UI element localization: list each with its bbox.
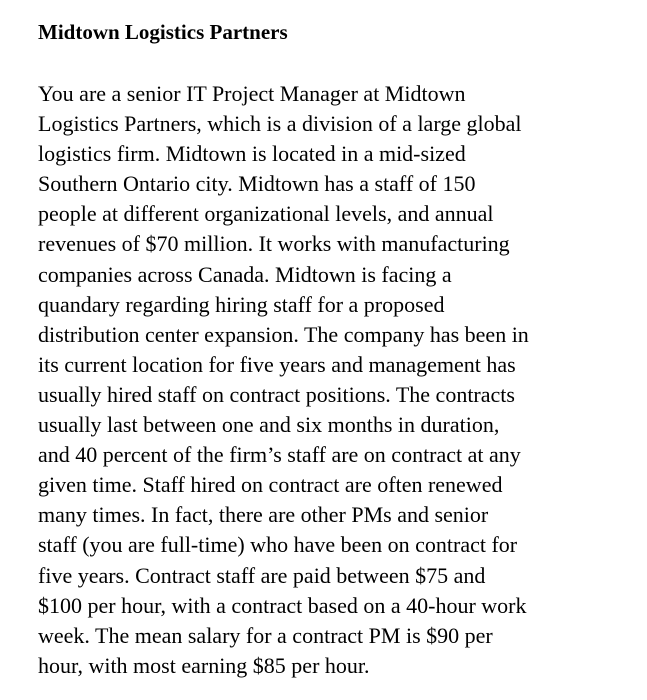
paragraph-line: usually hired staff on contract positions. The contracts [38,381,515,407]
paragraph-line: given time. Staff hired on contract are often renewed [38,472,503,498]
paragraph-line: companies across Canada. Midtown is facing a [38,261,452,287]
paragraph-line: logistics firm. Midtown is located in a mid-sized [38,141,466,167]
paragraph-line: distribution center expansion. The company has been in [38,321,529,347]
document-title: Midtown Logistics Partners [38,20,288,44]
paragraph-line: Logistics Partners, which is a division of a large global [38,111,522,137]
paragraph-line: staff (you are full-time) who have been on contract for [38,532,518,558]
paragraph-line: many times. In fact, there are other PMs and senior [38,502,489,528]
paragraph-line: its current location for five years and management has [38,351,516,377]
paragraph-line: revenues of $70 million. It works with manufacturing [38,231,510,257]
paragraph-line: usually last between one and six months in duration, [38,412,500,438]
paragraph-line: quandary regarding hiring staff for a proposed [38,291,445,317]
paragraph-line: people at different organizational levels, and annual [38,201,494,227]
paragraph-line: and 40 percent of the firm’s staff are on contract at any [38,442,521,468]
paragraph-line: Southern Ontario city. Midtown has a staff of 150 [38,171,476,197]
case-paragraph [38,79,638,681]
paragraph-line: You are a senior IT Project Manager at Midtown [38,81,466,106]
paragraph-line: $100 per hour, with a contract based on a 40-hour work [38,592,527,618]
paragraph-line: week. The mean salary for a contract PM is $90 per [38,622,493,648]
paragraph-line: five years. Contract staff are paid between $75 and [38,562,486,588]
paragraph-line: hour, with most earning $85 per hour. [38,652,370,678]
